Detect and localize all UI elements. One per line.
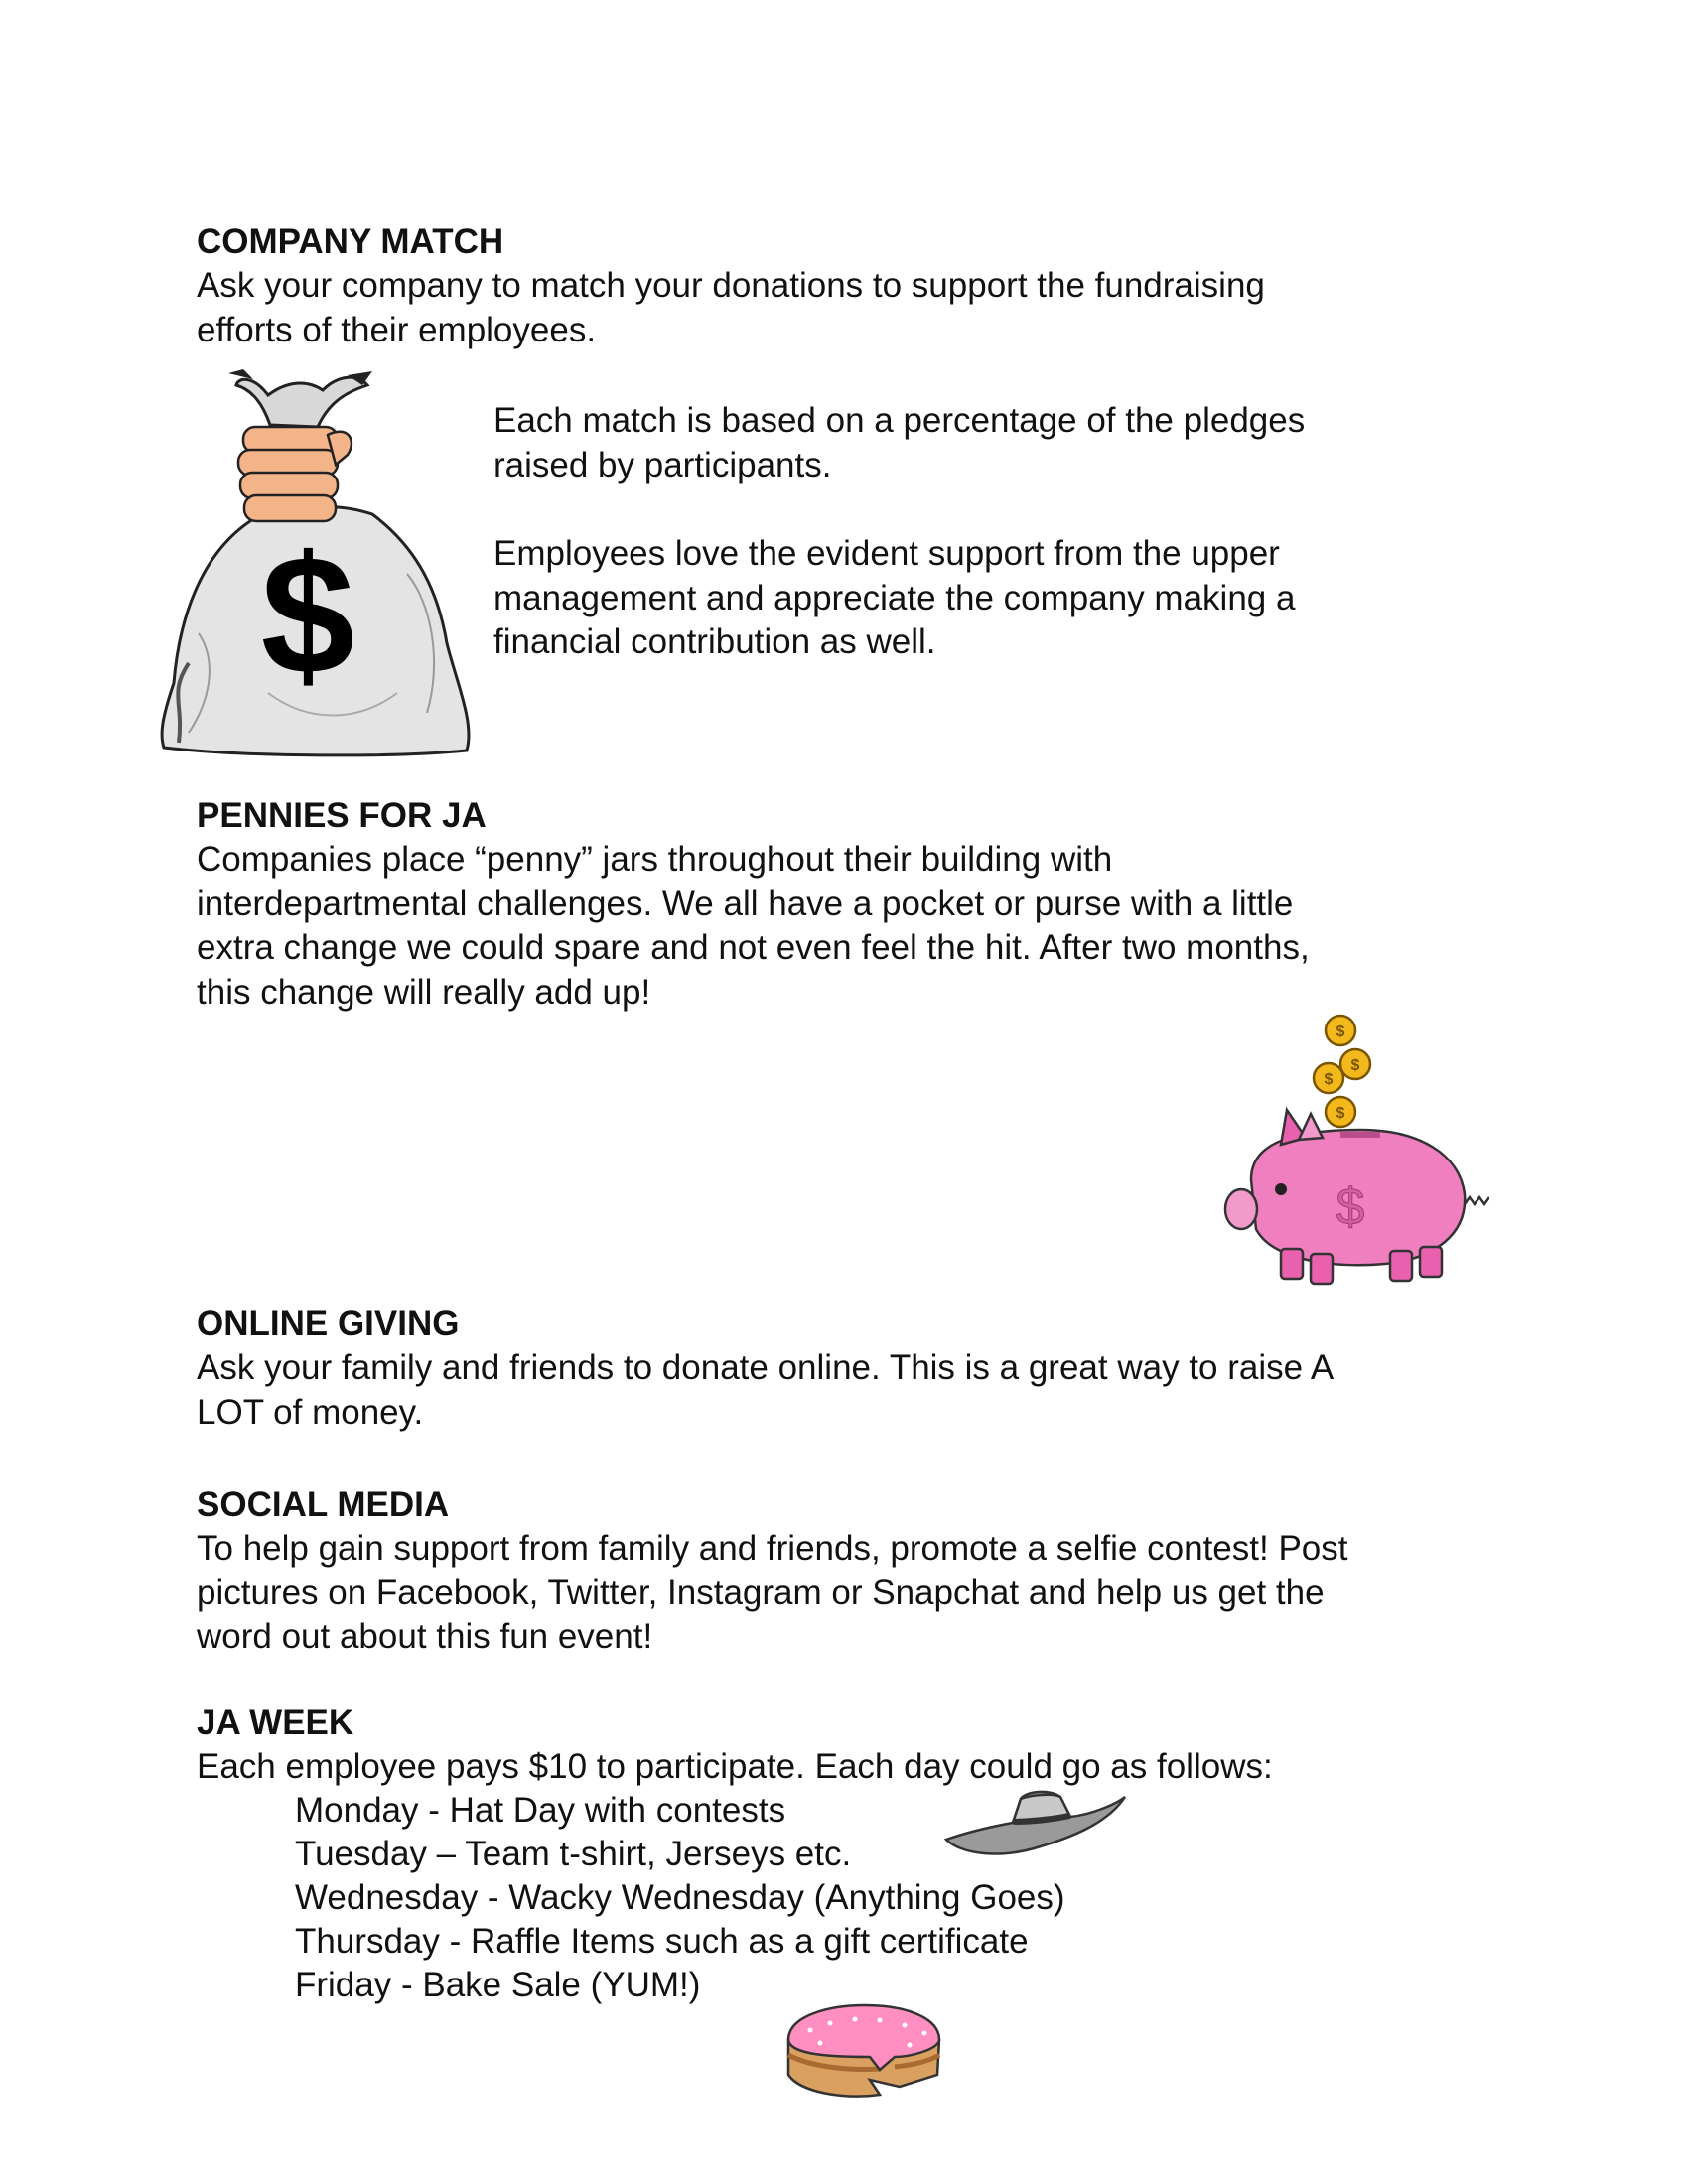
company-match-detail-2: Employees love the evident support from the upper management and appreciate the company making a financial contribution as well. xyxy=(493,534,1296,661)
svg-text:$: $ xyxy=(1350,1057,1360,1074)
money-bag-icon xyxy=(159,365,477,762)
social-media-body: To help gain support from family and friends, promote a selfie contest! Post pictures on Facebook, Twitter, Instagram or Snapchat and help us get the word out about this fun event! xyxy=(197,1529,1348,1656)
svg-text:$: $ xyxy=(1336,1024,1345,1040)
social-media-section xyxy=(197,1483,1487,1660)
ja-week-heading: JA WEEK xyxy=(197,1704,354,1742)
dollar-symbol: $ xyxy=(260,521,355,710)
pennies-heading: PENNIES FOR JA xyxy=(197,796,487,835)
company-match-heading: COMPANY MATCH xyxy=(197,222,504,261)
cake-icon xyxy=(780,1995,949,2105)
piggy-bank-icon xyxy=(1211,1011,1489,1298)
pennies-body: Companies place “penny” jars throughout their building with interdepartmental challenges. We all have a pocket or purse with a little extra change we could spare and not even feel the hit. After two months, this change will really add up! xyxy=(197,840,1310,1012)
svg-text:$: $ xyxy=(1336,1178,1365,1236)
ja-week-intro: Each employee pays $10 to participate. Each day could go as follows: xyxy=(197,1747,1273,1786)
svg-text:$: $ xyxy=(1324,1071,1334,1088)
day-wednesday: Wednesday - Wacky Wednesday (Anything Goes) xyxy=(295,1878,1065,1917)
pennies-section xyxy=(197,794,1487,1015)
svg-text:$: $ xyxy=(1336,1105,1345,1122)
company-match-detail-1: Each match is based on a percentage of the pledges raised by participants. xyxy=(493,401,1306,484)
social-media-heading: SOCIAL MEDIA xyxy=(197,1485,450,1524)
day-tuesday: Tuesday – Team t-shirt, Jerseys etc. xyxy=(295,1835,852,1873)
company-match-section xyxy=(197,220,1487,352)
day-monday: Monday - Hat Day with contests xyxy=(295,1791,786,1830)
ja-week-section xyxy=(197,1702,1487,1790)
cowboy-hat-icon xyxy=(941,1785,1130,1864)
online-giving-body: Ask your family and friends to donate online. This is a great way to raise A LOT of money. xyxy=(197,1348,1335,1432)
day-friday: Friday - Bake Sale (YUM!) xyxy=(295,1966,701,2004)
online-giving-heading: ONLINE GIVING xyxy=(197,1304,460,1343)
online-giving-section xyxy=(197,1302,1487,1434)
company-match-intro: Ask your company to match your donations to support the fundraising efforts of their employees. xyxy=(197,266,1265,349)
day-thursday: Thursday - Raffle Items such as a gift certificate xyxy=(295,1922,1029,1961)
